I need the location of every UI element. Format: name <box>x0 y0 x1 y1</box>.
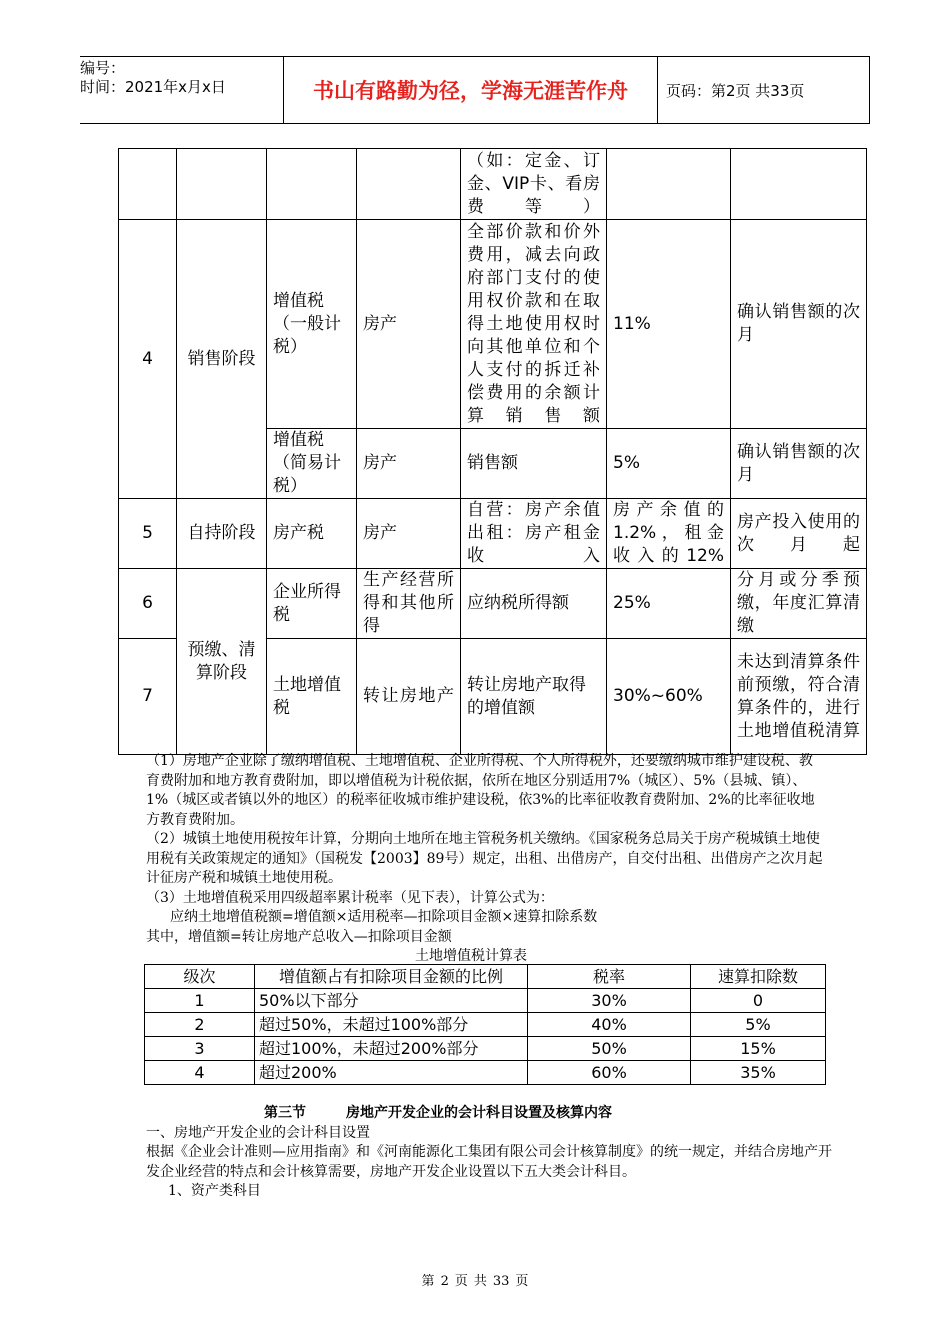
footer-total-pages: 33 <box>492 1274 510 1289</box>
tax-object-cell: 房产 <box>357 429 461 499</box>
header-motto: 书山有路勤为径，学海无涯苦作舟 <box>284 57 658 123</box>
tax-rate-cell: 25% <box>607 569 731 639</box>
table-row <box>119 569 867 639</box>
header-page-info: 页码：第2页 共33页 <box>666 81 805 100</box>
tax-rate-cell: 房产余值的1.2%，租金收入的12% <box>607 499 731 569</box>
section-title <box>146 1104 836 1124</box>
stage-cell: 销售阶段 <box>177 220 267 499</box>
formula-note: 其中，增值额=转让房地产总收入—扣除项目金额 <box>146 928 452 945</box>
rate-cell: 40% <box>528 1013 691 1037</box>
formula-line: 应纳土地增值税额=增值额×适用税率—扣除项目金额×速算扣除系数 <box>170 909 598 925</box>
section-number: 第三节 <box>264 1105 306 1121</box>
level-cell: 2 <box>145 1013 255 1037</box>
tax-timing-cell: 确认销售额的次月 <box>731 429 867 499</box>
stage-cell: 预缴、清算阶段 <box>177 569 267 755</box>
tax-name-cell: 增值税（简易计税） <box>267 429 357 499</box>
tax-basis-cell: 应纳税所得额 <box>461 569 607 639</box>
tax-object-cell: 房产 <box>357 220 461 429</box>
footer-word: 页 <box>515 1274 529 1289</box>
level-cell: 3 <box>145 1037 255 1061</box>
notes-section <box>146 752 826 967</box>
document-time: 时间：2021年x月x日 <box>80 78 226 96</box>
tax-timing-cell: 分月或分季预缴，年度汇算清缴 <box>731 569 867 639</box>
list-item: 1、资产类科目 <box>168 1183 261 1199</box>
ratio-cell: 超过100%，未超过200%部分 <box>255 1037 528 1061</box>
table-row <box>119 149 867 220</box>
tax-name-cell: 企业所得税 <box>267 569 357 639</box>
tax-timing-cell: 未达到清算条件前预缴，符合清算条件的，进行土地增值税清算 <box>731 639 867 755</box>
tax-basis-cell: 销售额 <box>461 429 607 499</box>
table-row <box>145 1037 826 1061</box>
level-cell: 4 <box>145 1061 255 1085</box>
row-number: 5 <box>119 499 177 569</box>
tax-stage-table <box>118 148 867 755</box>
tax-rate-cell: 30%~60% <box>607 639 731 755</box>
tax-timing-cell: 确认销售额的次月 <box>731 220 867 429</box>
land-value-tax-table <box>144 964 826 1085</box>
rate-cell: 30% <box>528 989 691 1013</box>
note-paragraph: （1）房地产企业除了缴纳增值税、土地增值税、企业所得税、个人所得税外，还要缴纳城市维护建设税、教育费附加和地方教育费附加，即以增值税为计税依据，依所在地区分别适用7%（城区）、5%（县城、镇）、1%（城区或者镇以外的地区）的税率征收城市维护建设税，依3%的比率征收教育费附加、2%的比率征收地方教育费附加。 <box>146 753 815 828</box>
footer-page-number: 2 <box>440 1274 449 1289</box>
tax-rate-cell: 11% <box>607 220 731 429</box>
document-number-label: 编号： <box>80 59 126 77</box>
table-row <box>145 989 826 1013</box>
section-three <box>146 1104 836 1202</box>
row-number: 6 <box>119 569 177 639</box>
table-row <box>145 1013 826 1037</box>
table-header-row <box>145 965 826 989</box>
tax-name-cell: 增值税（一般计税） <box>267 220 357 429</box>
note-paragraph: （2）城镇土地使用税按年计算，分期向土地所在地主管税务机关缴纳。《国家税务总局关于房产税城镇土地使用税有关政策规定的通知》（国税发【2003】89号）规定，出租、出借房产，自交付出租、出借房产之次月起计征房产税和城镇土地使用税。 <box>146 831 823 886</box>
tax-basis-cell: 全部价款和价外费用，减去向政府部门支付的使用权价款和在取得土地使用权时向其他单位和个人支付的拆迁补偿费用的余额计算销售额 <box>461 220 607 429</box>
tax-timing-cell: 房产投入使用的次月起 <box>731 499 867 569</box>
tax-rate-cell: 5% <box>607 429 731 499</box>
tax-basis-cell: （如：定金、订金、VIP卡、看房费等） <box>461 149 607 220</box>
column-header: 速算扣除数 <box>691 965 826 989</box>
tax-name-cell: 房产税 <box>267 499 357 569</box>
deduction-cell: 5% <box>691 1013 826 1037</box>
deduction-cell: 15% <box>691 1037 826 1061</box>
table-row <box>145 1061 826 1085</box>
deduction-cell: 35% <box>691 1061 826 1085</box>
footer-word: 共 <box>473 1274 487 1289</box>
row-number: 7 <box>119 639 177 755</box>
column-header: 级次 <box>145 965 255 989</box>
tax-name-cell: 土地增值税 <box>267 639 357 755</box>
note-paragraph: （3）土地增值税采用四级超率累计税率（见下表），计算公式为： <box>146 889 554 906</box>
table-row <box>119 499 867 569</box>
tax-object-cell: 房产 <box>357 499 461 569</box>
tax-object-cell: 生产经营所得和其他所得 <box>357 569 461 639</box>
deduction-cell: 0 <box>691 989 826 1013</box>
table-row <box>119 220 867 429</box>
level-cell: 1 <box>145 989 255 1013</box>
footer-word: 第 <box>421 1274 435 1289</box>
footer-word: 页 <box>454 1274 468 1289</box>
column-header: 税率 <box>528 965 691 989</box>
tax-basis-cell: 自营：房产余值出租：房产租金收入 <box>461 499 607 569</box>
stage-cell: 自持阶段 <box>177 499 267 569</box>
table-caption: 土地增值税计算表 <box>415 948 527 964</box>
ratio-cell: 超过200% <box>255 1061 528 1085</box>
page-header <box>80 56 870 124</box>
header-meta <box>80 57 284 123</box>
body-paragraph: 根据《企业会计准则—应用指南》和《河南能源化工集团有限公司会计核算制度》的统一规定，并结合房地产开发企业经营的特点和会计核算需要，房地产开发企业设置以下五大类会计科目。 <box>146 1144 832 1180</box>
column-header: 增值额占有扣除项目金额的比例 <box>255 965 528 989</box>
ratio-cell: 50%以下部分 <box>255 989 528 1013</box>
rate-cell: 60% <box>528 1061 691 1085</box>
page-footer <box>0 1270 950 1289</box>
row-number: 4 <box>119 220 177 499</box>
rate-cell: 50% <box>528 1037 691 1061</box>
ratio-cell: 超过50%，未超过100%部分 <box>255 1013 528 1037</box>
subsection-heading: 一、房地产开发企业的会计科目设置 <box>146 1124 370 1141</box>
tax-basis-cell: 转让房地产取得的增值额 <box>461 639 607 755</box>
tax-object-cell: 转让房地产 <box>357 639 461 755</box>
section-heading: 房地产开发企业的会计科目设置及核算内容 <box>346 1105 612 1121</box>
